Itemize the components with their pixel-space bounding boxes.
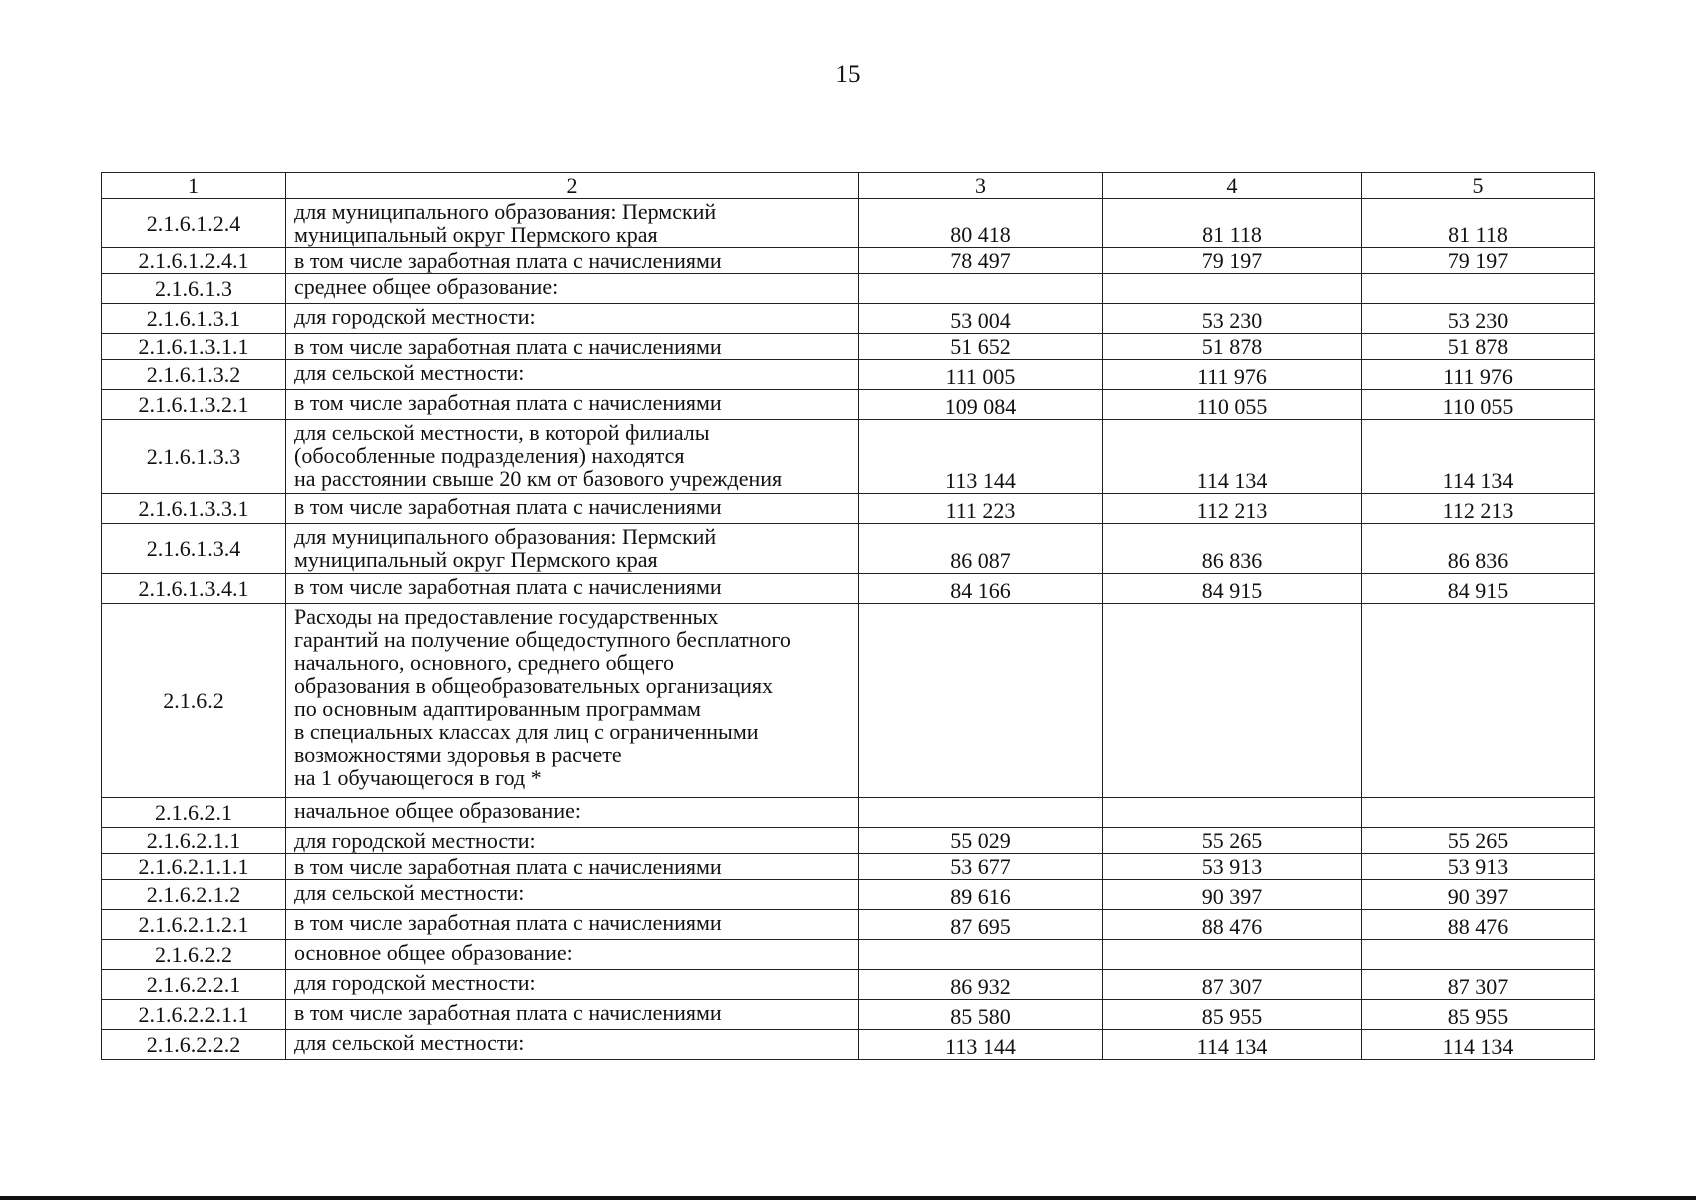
row-value-col5: 111 976 (1362, 360, 1595, 390)
row-value-col3 (859, 940, 1103, 970)
row-code-cell: 2.1.6.2.1.1 (102, 828, 286, 854)
row-code-cell: 2.1.6.1.3.1 (102, 304, 286, 334)
row-value-col4: 87 307 (1103, 970, 1362, 1000)
description-line: для сельской местности, в которой филиалы (294, 420, 710, 445)
row-description-cell (286, 524, 859, 574)
row-description-cell (286, 574, 859, 604)
row-value-col5: 84 915 (1362, 574, 1595, 604)
row-value-col3: 51 652 (859, 334, 1103, 360)
row-value-col3: 86 087 (859, 524, 1103, 574)
row-value-col5 (1362, 940, 1595, 970)
row-value-col5: 112 213 (1362, 494, 1595, 524)
row-value-col4 (1103, 274, 1362, 304)
row-value-col4: 85 955 (1103, 1000, 1362, 1030)
page-number: 15 (835, 61, 861, 88)
row-value-col3: 84 166 (859, 574, 1103, 604)
row-value-col5: 86 836 (1362, 524, 1595, 574)
description-line: для городской местности: (294, 828, 536, 853)
row-value-col3: 89 616 (859, 880, 1103, 910)
row-description-cell (286, 604, 859, 798)
row-code-cell: 2.1.6.1.3.1.1 (102, 334, 286, 360)
row-value-col5 (1362, 604, 1595, 798)
header-row (102, 173, 1595, 199)
header-cell-col4: 4 (1103, 173, 1362, 199)
table-row (102, 910, 1595, 940)
row-value-col3: 111 005 (859, 360, 1103, 390)
description-line: в том числе заработная плата с начислениями (294, 494, 722, 519)
table-row (102, 274, 1595, 304)
row-value-col5: 51 878 (1362, 334, 1595, 360)
row-value-col5: 85 955 (1362, 1000, 1595, 1030)
description-line: основное общее образование: (294, 940, 573, 965)
description-line: в том числе заработная плата с начислениями (294, 854, 722, 879)
row-code-cell: 2.1.6.2.2 (102, 940, 286, 970)
row-description-cell (286, 828, 859, 854)
row-value-col3 (859, 604, 1103, 798)
row-code-cell: 2.1.6.2.2.1.1 (102, 1000, 286, 1030)
row-code-cell: 2.1.6.2.2.1 (102, 970, 286, 1000)
row-value-col4: 90 397 (1103, 880, 1362, 910)
row-value-col4: 111 976 (1103, 360, 1362, 390)
description-line: в том числе заработная плата с начислениями (294, 334, 722, 359)
row-value-col3: 87 695 (859, 910, 1103, 940)
budget-table (101, 172, 1595, 1060)
row-description-cell (286, 420, 859, 494)
table-row (102, 360, 1595, 390)
description-line: возможностями здоровья в расчете (294, 742, 622, 767)
row-code-cell: 2.1.6.1.3.3 (102, 420, 286, 494)
description-line: для муниципального образования: Пермский (294, 524, 717, 549)
table-row (102, 1000, 1595, 1030)
row-value-col4 (1103, 604, 1362, 798)
row-description-cell (286, 880, 859, 910)
row-code-cell: 2.1.6.2.1.2.1 (102, 910, 286, 940)
row-code-cell: 2.1.6.2.2.2 (102, 1030, 286, 1060)
row-description-cell (286, 304, 859, 334)
table-row (102, 199, 1595, 248)
table-row (102, 420, 1595, 494)
table-row (102, 940, 1595, 970)
row-value-col5: 110 055 (1362, 390, 1595, 420)
description-line: среднее общее образование: (294, 274, 559, 299)
row-value-col4: 84 915 (1103, 574, 1362, 604)
table-row (102, 574, 1595, 604)
description-line: для городской местности: (294, 970, 536, 995)
row-value-col3: 53 004 (859, 304, 1103, 334)
row-value-col5 (1362, 274, 1595, 304)
row-code-cell: 2.1.6.1.2.4 (102, 199, 286, 248)
row-value-col3: 109 084 (859, 390, 1103, 420)
row-description-cell (286, 360, 859, 390)
header-cell-col5: 5 (1362, 173, 1595, 199)
description-line: для сельской местности: (294, 1030, 525, 1055)
row-value-col4: 51 878 (1103, 334, 1362, 360)
row-value-col4: 79 197 (1103, 248, 1362, 274)
row-description-cell (286, 274, 859, 304)
row-value-col4: 86 836 (1103, 524, 1362, 574)
row-value-col3 (859, 798, 1103, 828)
row-code-cell: 2.1.6.1.3 (102, 274, 286, 304)
table-row (102, 604, 1595, 798)
row-code-cell: 2.1.6.1.3.2 (102, 360, 286, 390)
row-code-cell: 2.1.6.2 (102, 604, 286, 798)
row-code-cell: 2.1.6.2.1.2 (102, 880, 286, 910)
table-row (102, 828, 1595, 854)
row-value-col4: 55 265 (1103, 828, 1362, 854)
row-value-col5: 79 197 (1362, 248, 1595, 274)
table-row (102, 970, 1595, 1000)
row-description-cell (286, 1030, 859, 1060)
row-value-col3: 80 418 (859, 199, 1103, 248)
description-line: в том числе заработная плата с начислениями (294, 910, 722, 935)
row-code-cell: 2.1.6.1.2.4.1 (102, 248, 286, 274)
row-code-cell: 2.1.6.1.3.2.1 (102, 390, 286, 420)
table-row (102, 798, 1595, 828)
row-code-cell: 2.1.6.2.1.1.1 (102, 854, 286, 880)
row-value-col4: 53 913 (1103, 854, 1362, 880)
row-value-col4: 88 476 (1103, 910, 1362, 940)
row-value-col5 (1362, 798, 1595, 828)
row-value-col5: 88 476 (1362, 910, 1595, 940)
row-code-cell: 2.1.6.1.3.4 (102, 524, 286, 574)
description-line: в специальных классах для лиц с ограниченными (294, 719, 759, 744)
row-value-col3: 86 932 (859, 970, 1103, 1000)
description-line: муниципальный округ Пермского края (294, 547, 658, 572)
row-description-cell (286, 970, 859, 1000)
row-value-col4 (1103, 798, 1362, 828)
table-body (102, 173, 1595, 1060)
header-cell-col3: 3 (859, 173, 1103, 199)
row-description-cell (286, 248, 859, 274)
row-description-cell (286, 940, 859, 970)
description-line: начальное общее образование: (294, 798, 581, 823)
row-value-col3: 113 144 (859, 420, 1103, 494)
row-value-col3: 113 144 (859, 1030, 1103, 1060)
row-value-col3 (859, 274, 1103, 304)
table-row (102, 334, 1595, 360)
row-description-cell (286, 334, 859, 360)
description-line: для муниципального образования: Пермский (294, 199, 717, 224)
description-line: на расстоянии свыше 20 км от базового учреждения (294, 466, 783, 491)
row-value-col4: 114 134 (1103, 1030, 1362, 1060)
description-line: образования в общеобразовательных организациях (294, 673, 774, 698)
row-value-col3: 111 223 (859, 494, 1103, 524)
row-value-col3: 78 497 (859, 248, 1103, 274)
table-row (102, 524, 1595, 574)
description-line: начального, основного, среднего общего (294, 650, 674, 675)
row-value-col4: 114 134 (1103, 420, 1362, 494)
description-line: для сельской местности: (294, 360, 525, 385)
scan-edge-rule (0, 1196, 1696, 1200)
description-line: в том числе заработная плата с начислениями (294, 248, 722, 273)
description-line: гарантий на получение общедоступного бесплатного (294, 627, 791, 652)
row-value-col5: 55 265 (1362, 828, 1595, 854)
row-value-col3: 55 029 (859, 828, 1103, 854)
row-description-cell (286, 798, 859, 828)
description-line: в том числе заработная плата с начислениями (294, 390, 722, 415)
row-value-col5: 114 134 (1362, 1030, 1595, 1060)
description-line: в том числе заработная плата с начислениями (294, 1000, 722, 1025)
row-code-cell: 2.1.6.1.3.3.1 (102, 494, 286, 524)
row-description-cell (286, 910, 859, 940)
row-value-col5: 87 307 (1362, 970, 1595, 1000)
row-value-col4: 112 213 (1103, 494, 1362, 524)
table-row (102, 494, 1595, 524)
row-value-col4: 110 055 (1103, 390, 1362, 420)
row-value-col5: 53 913 (1362, 854, 1595, 880)
description-line: для сельской местности: (294, 880, 525, 905)
row-value-col5: 53 230 (1362, 304, 1595, 334)
row-value-col5: 81 118 (1362, 199, 1595, 248)
row-description-cell (286, 854, 859, 880)
row-value-col4: 53 230 (1103, 304, 1362, 334)
description-line: на 1 обучающегося в год * (294, 765, 542, 790)
row-value-col3: 53 677 (859, 854, 1103, 880)
header-cell-code: 1 (102, 173, 286, 199)
row-description-cell (286, 494, 859, 524)
description-line: (обособленные подразделения) находятся (294, 443, 685, 468)
description-line: муниципальный округ Пермского края (294, 222, 658, 247)
description-line: для городской местности: (294, 304, 536, 329)
row-value-col4: 81 118 (1103, 199, 1362, 248)
table-row (102, 248, 1595, 274)
description-line: Расходы на предоставление государственных (294, 604, 719, 629)
row-code-cell: 2.1.6.2.1 (102, 798, 286, 828)
row-value-col5: 114 134 (1362, 420, 1595, 494)
header-cell-description: 2 (286, 173, 859, 199)
row-value-col3: 85 580 (859, 1000, 1103, 1030)
row-value-col5: 90 397 (1362, 880, 1595, 910)
table-row (102, 390, 1595, 420)
table-row (102, 854, 1595, 880)
table-row (102, 1030, 1595, 1060)
table-row (102, 880, 1595, 910)
row-value-col4 (1103, 940, 1362, 970)
description-line: по основным адаптированным программам (294, 696, 701, 721)
row-description-cell (286, 1000, 859, 1030)
row-description-cell (286, 390, 859, 420)
row-code-cell: 2.1.6.1.3.4.1 (102, 574, 286, 604)
description-line: в том числе заработная плата с начислениями (294, 574, 722, 599)
row-description-cell (286, 199, 859, 248)
table-row (102, 304, 1595, 334)
